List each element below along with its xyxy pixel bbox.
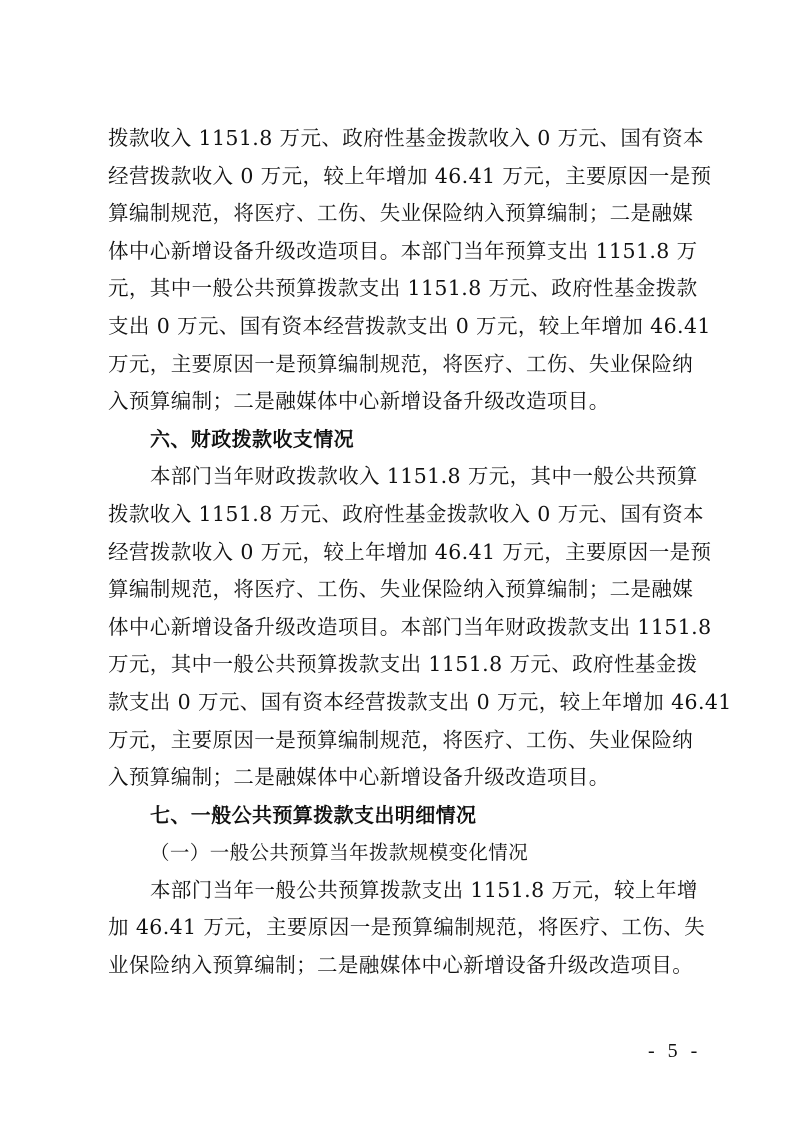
text-line: 经营拨款收入 0 万元，较上年增加 46.41 万元，主要原因一是预 [108, 163, 712, 188]
text-line: 拨款收入 1151.8 万元、政府性基金拨款收入 0 万元、国有资本 [108, 126, 704, 150]
text-line: 体中心新增设备升级改造项目。本部门当年财政拨款支出 1151.8 [108, 614, 712, 639]
text-line: 体中心新增设备升级改造项目。本部门当年预算支出 1151.8 万 [108, 238, 698, 263]
text-line: 万元，主要原因一是预算编制规范，将医疗、工伤、失业保险纳 [108, 351, 694, 376]
text-line: 入预算编制；二是融媒体中心新增设备升级改造项目。 [108, 765, 610, 790]
text-line: 算编制规范，将医疗、工伤、失业保险纳入预算编制；二是融媒 [108, 577, 694, 602]
text-line: 万元，主要原因一是预算编制规范，将医疗、工伤、失业保险纳 [108, 727, 694, 752]
paragraph-first-line: 本部门当年财政拨款收入 1151.8 万元，其中一般公共预算 [150, 464, 698, 489]
text-line: 算编制规范，将医疗、工伤、失业保险纳入预算编制；二是融媒 [108, 201, 694, 226]
page-number: - 5 - [648, 1040, 702, 1062]
text-line: 拨款收入 1151.8 万元、政府性基金拨款收入 0 万元、国有资本 [108, 501, 704, 526]
text-line: 业保险纳入预算编制；二是融媒体中心新增设备升级改造项目。 [108, 953, 694, 978]
text-line: 经营拨款收入 0 万元，较上年增加 46.41 万元，主要原因一是预 [108, 539, 712, 564]
section-heading: 七、一般公共预算拨款支出明细情况 [150, 802, 477, 827]
section-heading: 六、财政拨款收支情况 [150, 426, 354, 451]
text-line: 入预算编制；二是融媒体中心新增设备升级改造项目。 [108, 389, 610, 414]
text-line: 支出 0 万元、国有资本经营拨款支出 0 万元，较上年增加 46.41 [108, 313, 711, 338]
body-text [108, 120, 732, 985]
text-line: 元，其中一般公共预算拨款支出 1151.8 万元、政府性基金拨款 [108, 276, 698, 301]
text-line: 加 46.41 万元，主要原因一是预算编制规范，将医疗、工伤、失 [108, 915, 706, 940]
subsection-heading: （一）一般公共预算当年拨款规模变化情况 [150, 841, 529, 865]
text-line: 万元，其中一般公共预算拨款支出 1151.8 万元、政府性基金拨 [108, 652, 698, 677]
text-line: 款支出 0 万元、国有资本经营拨款支出 0 万元，较上年增加 46.41 [108, 689, 732, 714]
paragraph-first-line: 本部门当年一般公共预算拨款支出 1151.8 万元，较上年增 [150, 877, 698, 902]
